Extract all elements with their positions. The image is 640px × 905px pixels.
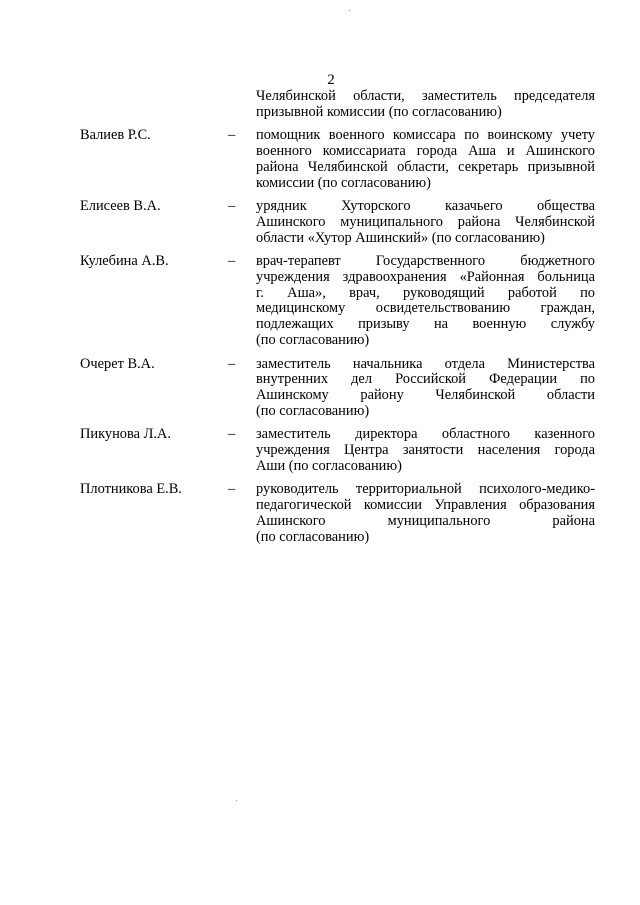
member-position-line: (по согласованию) [256,402,370,419]
member-position-line: заместитель директора областного казенного [256,426,595,443]
continuation-line: Челябинской области, заместитель председателя [256,88,595,104]
member-row [80,482,595,545]
continuation-line: призывной комиссии (по согласованию) [256,103,502,120]
member-position-line: учреждения здравоохранения «Районная больница [256,269,595,286]
member-position-line: Ашинскому району Челябинской области [256,386,595,403]
member-position [256,482,595,545]
member-position-line: подлежащих призыву на военную службу [256,316,595,333]
member-row [80,128,595,191]
member-position-line: (по согласованию) [256,528,370,545]
member-position-line: г. Аша», врач, руководящий работой по [256,284,595,301]
member-dash: – [228,426,236,443]
member-position [256,199,595,246]
member-position-line: заместитель начальника отдела Министерства [256,355,595,372]
member-row [80,427,595,474]
member-position-line: (по согласованию) [256,331,370,348]
member-position-line: внутренних дел Российской Федерации по [256,371,595,388]
member-dash: – [228,253,236,270]
member-position-line: Ашинского муниципального района Челябинской [256,213,595,230]
member-row [80,357,595,420]
member-dash: – [228,481,236,498]
member-position-line: района Челябинской области, секретарь призывной [256,158,595,175]
member-position-line: педагогической комиссии Управления образования [256,497,595,514]
member-name: Очерет В.А. [80,355,155,372]
member-name: Валиев Р.С. [80,127,151,144]
member-dash: – [228,198,236,215]
member-position-line: врач-терапевт Государственного бюджетного [256,253,595,270]
member-position [256,254,595,348]
member-position-line: области «Хутор Ашинский» (по согласованию) [256,229,545,246]
member-dash: – [228,355,236,372]
member-position-line: урядник Хуторского казачьего общества [256,198,595,215]
member-position [256,357,595,420]
member-position-line: Ашинского муниципального района [256,512,595,529]
member-name: Кулебина А.В. [80,253,169,270]
member-name: Пикунова Л.А. [80,426,171,443]
members-list [80,128,595,545]
continuation-text [256,89,595,120]
member-name: Плотникова Е.В. [80,481,182,498]
member-row [80,254,595,348]
page-number: 2 [327,72,335,88]
member-position [256,128,595,191]
commission-member-list [80,89,595,545]
member-position-line: медицинскому освидетельствованию граждан, [256,300,595,317]
member-dash: – [228,127,236,144]
scan-speck-bottom [236,800,237,801]
member-position-line: руководитель территориальной психолого-медико- [256,481,595,498]
member-position-line: помощник военного комиссара по воинскому учету [256,127,595,144]
member-position-line: Аши (по согласованию) [256,457,402,474]
member-row [80,199,595,246]
member-position [256,427,595,474]
member-position-line: военного комиссариата города Аша и Ашинского [256,143,595,160]
member-position-line: комиссии (по согласованию) [256,174,431,191]
member-name: Елисеев В.А. [80,198,161,215]
member-position-line: учреждения Центра занятости населения города [256,442,595,459]
scan-speck-top [349,10,350,11]
